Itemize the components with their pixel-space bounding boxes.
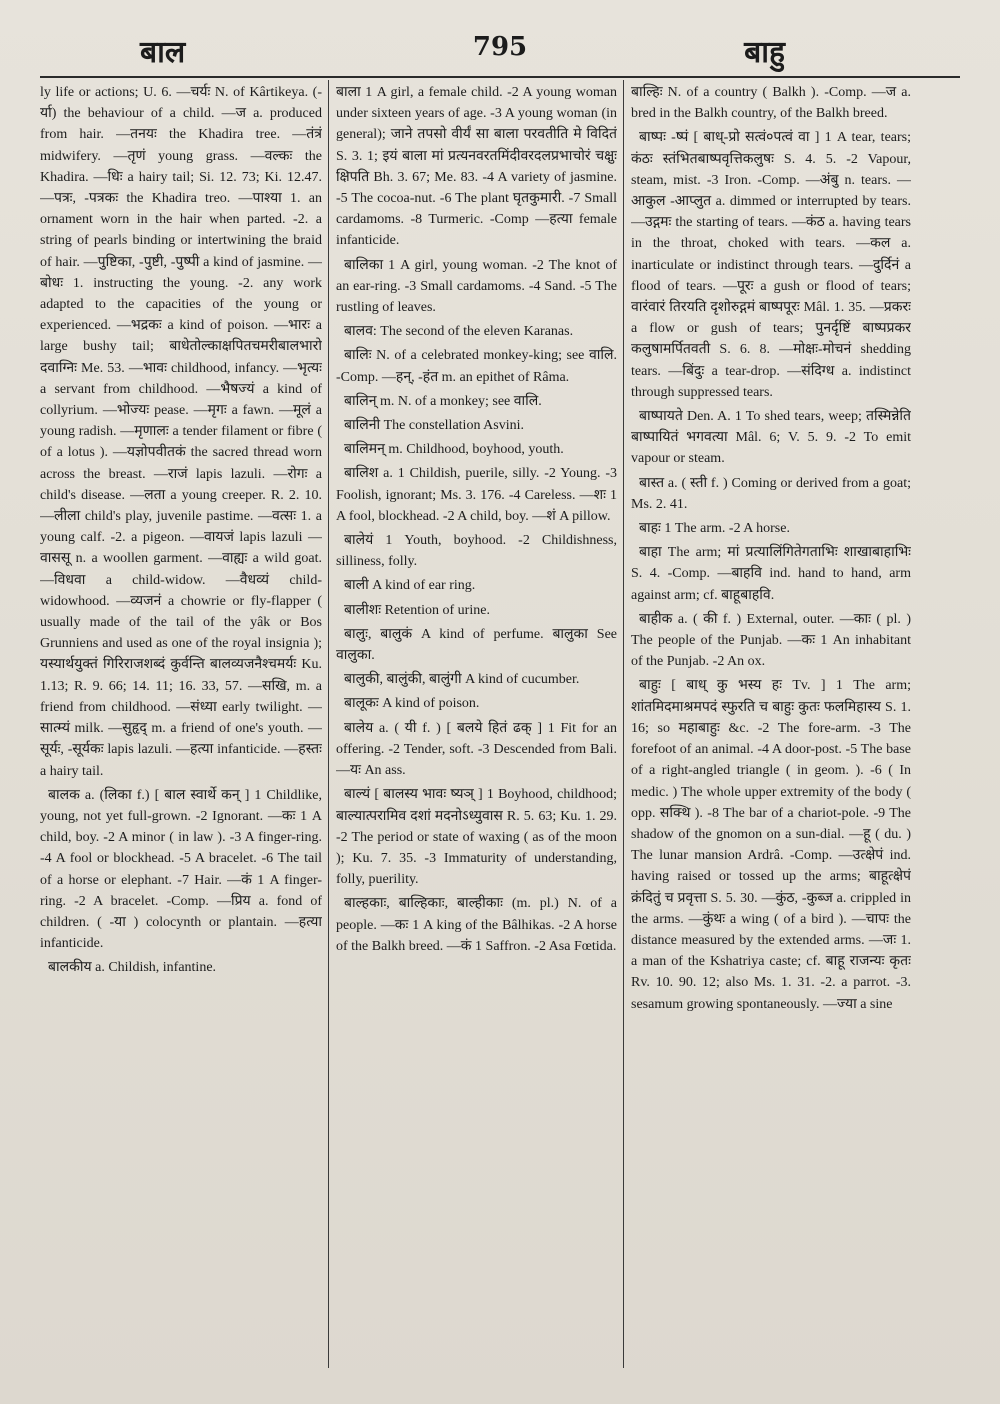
dictionary-entry: बालिन् m. N. of a monkey; see वालि. (344, 393, 542, 409)
dictionary-entry: बाला 1 A girl, a female child. -2 A young woman under sixteen years of age. -3 A young woman (in general); जाने तपसो वीर्यं सा बाला परवतीति मे विदितं S. 3. 1; इयं बाला मां प्रत्यनवरतमिंदीवरदलप्रभाचोरं चक्षुः क्षिपति Bh. 3. 67; Me. 83. -4 A variety of jasmine. -5 The cocoa-nut. -6 The plant घृतकुमारी. -7 Small cardamoms. -8 Turmeric. -Comp —हत्या female infanticide. (336, 85, 617, 249)
column-divider (328, 80, 329, 1368)
column-2 (336, 82, 617, 1368)
column-1 (40, 82, 322, 1368)
dictionary-entry: बाष्पः -ष्पं [ बाध्-प्रो सत्वं०पत्वं वा ] 1 A tear, tears; कंठः स्तंभितबाष्पवृत्तिकलुषः S. 4. 5. -2 Vapour, steam, mist. -3 Iron. -Comp. —अंबु n. tears. —आकुल -आप्लुत a. dimmed or interrupted by tears. —उद्गमः the starting of tears. —कंठ a. having tears in the throat, choked with tears. —कल a. inarticulate or indistinct through tears. —दुर्दिनं a flood of tears. —पूरः a gush or flood of tears; वारंवारं तिरयति दृशोरुद्गमं बाष्पपूरः Mâl. 1. 35. —प्रकरः a flow or gush of tears; पुनर्दृष्टिं बाष्पप्रकर कलुषामर्पितवती S. 6. 8. —मोक्षः-मोचनं shedding tears. —बिंदुः a tear-drop. —संदिग्ध a. indistinct through suppressed tears. (631, 130, 911, 400)
dictionary-entry: बालिका 1 A girl, young woman. -2 The knot of an ear-ring. -3 Small cardamoms. -4 Sand. -5 The rustling of leaves. (336, 257, 617, 316)
dictionary-entry: ly life or actions; U. 6. —चर्यः N. of Kârtikeya. (-र्या) the behaviour of a child. —ज a. produced from hair. —तनयः the Khadira tree. —तंत्रं midwifery. —तृणं young grass. —वल्कः the Khadira. —धिः a hairy tail; Si. 12. 73; Ki. 12.47. —पत्रः, -पत्रकः the Khadira treo. —पाश्या 1. an ornament worn in the hair when parted. -2. a string of pearls binding or intertwining the braid of hair. —पुष्टिका, -पुष्टी, -पुष्पी a kind of jasmine. —बोधः 1. instructing the young. -2. any work adapted to the capacities of the young or experienced. —भद्रकः a kind of poison. —भारः a large bushy tail; बाधेतोल्काक्षपितचमरीबालभारो दवाग्निः Me. 53. —भावः childhood, infancy. —भृत्यः a servant from childhood. —भैषज्यं a kind of collyrium. —भोज्यः pease. —मृगः a fawn. —मूलं a young radish. —मृणालः a tender filament or fibre ( of a lotus ). —यज्ञोपवीतकं the sacred thread worn across the breast. —राजं lapis lazuli. —रोगः a child's disease. —लता a young creeper. R. 2. 10. —लीला child's play, juvenile pastime. —वत्सः 1. a young calf. -2. a pigeon. —वायजं lapis lazuli —वाससू n. a woollen garment. —वाह्यः a wild goat. —विधवा a child-widow. —वैधव्यं child-widowhood. —व्यजनं a chowrie or fly-flapper ( usually made of the tail of the yâk or Bos Grunniens and used as one of the royal insignia ); यस्यार्थयुक्तं गिरिराजशब्दं कुर्वन्ति बालव्यजनैश्चमर्यः Ku. 1.13; R. 9. 66; 14. 11; 16. 33, 57. —सखि, m. a friend from childhood. —संध्या early twilight. —सात्म्यं milk. —सुहृद् m. a friend of one's youth. —सूर्यः, -सूर्यकः lapis lazuli. —हत्या infanticide. —हस्तः a hairy tail. (40, 85, 322, 779)
dictionary-entry: बालूकः A kind of poison. (344, 696, 480, 712)
dictionary-entry: बालिः N. of a celebrated monkey-king; see वालि. -Comp. —हन्, -हंत m. an epithet of Râma. (336, 348, 617, 385)
dictionary-entry: बालिनी The constellation Asvini. (344, 418, 525, 434)
header-right-guide-word: बाहु (744, 35, 785, 70)
dictionary-entry: बालुकी, बालुंकी, बालुंगी A kind of cucumber. (344, 672, 580, 688)
header-rule (40, 76, 960, 78)
dictionary-entry: बालक a. (लिका f.) [ बाल स्वार्थे कन् ] 1 Childlike, young, not yet full-grown. -2 Ignorant. —कः 1 A child, boy. -2 A minor ( in law ). -3 A finger-ring. -4 A fool or blockhead. -5 A bracelet. -6 The tail of a horse or elephant. -7 Hair. —कं 1 A finger-ring. -2 A bracelet. -Comp. —प्रिय a. fond of children. ( -या ) colocynth or plantain. —हत्या infanticide. (40, 787, 322, 952)
dictionary-entry: बालव: The second of the eleven Karanas. (344, 324, 574, 340)
dictionary-entry: बालुः, बालुकं A kind of perfume. बालुका See वालुका. (336, 626, 617, 664)
dictionary-entry: बालेयं 1 Youth, boyhood. -2 Childishness, silliness, folly. (336, 533, 617, 570)
dictionary-entry: बालिश a. 1 Childish, puerile, silly. -2 Young. -3 Foolish, ignorant; Ms. 3. 176. -4 Careless. —शः 1 A fool, blockhead. -2 A child, boy. —शं A pillow. (336, 466, 617, 524)
dictionary-entry: बाली A kind of ear ring. (344, 578, 476, 594)
dictionary-entry: बालेय a. ( यी f. ) [ बलये हितं ढक् ] 1 Fit for an offering. -2 Tender, soft. -3 Descended from Bali. —यः An ass. (336, 720, 617, 779)
dictionary-entry: बाल्हकाः, बाल्हिकाः, बाल्हीकाः (m. pl.) N. of a people. —कः 1 A king of the Bâlhikas. -2 A horse of the Balkh breed. —कं 1 Saffron. -2 Asa Fœtida. (336, 896, 617, 954)
dictionary-entry: बाहा The arm; मां प्रत्यालिंगितेगताभिः शाखाबाहाभिः S. 4. -Comp. —बाहवि ind. hand to hand, arm against arm; cf. बाहूबाहवि. (631, 545, 911, 603)
column-3 (631, 82, 911, 1368)
header-left-guide-word: बाल (140, 35, 186, 70)
dictionary-entry: बाष्पायते Den. A. 1 To shed tears, weep; तस्मिन्नेति बाष्पायितं भगवत्या Mâl. 6; V. 5. 9. -2 To emit vapour or steam. (631, 409, 911, 467)
dictionary-entry: बाहः 1 The arm. -2 A horse. (639, 521, 790, 537)
dictionary-entry: बाहीक a. ( की f. ) External, outer. —काः ( pl. ) The people of the Punjab. —कः 1 An inhabitant of the Punjab. -2 An ox. (631, 611, 911, 670)
column-divider (623, 80, 624, 1368)
dictionary-entry: बालीशः Retention of urine. (344, 602, 490, 618)
page-header (40, 30, 960, 76)
dictionary-entry: बालिमन् m. Childhood, boyhood, youth. (344, 442, 564, 458)
page-number: 795 (472, 32, 528, 62)
dictionary-entry: बाल्यं [ बालस्य भावः ष्यञ् ] 1 Boyhood, childhood; बाल्यात्परामिव दशां मदनोऽध्युवास R. 5. 63; Ku. 1. 29. -2 The period or state of waxing ( as of the moon ); Ku. 7. 35. -3 Immaturity of understanding, folly, puerility. (336, 787, 617, 888)
dictionary-entry: बास्त a. ( स्ती f. ) Coming or derived from a goat; Ms. 2. 41. (631, 475, 911, 512)
dictionary-entry: बाल्हिः N. of a country ( Balkh ). -Comp. —ज a. bred in the Balkh country, of the Balkh breed. (631, 85, 911, 122)
dictionary-entry: बालकीय a. Childish, infantine. (48, 960, 217, 976)
dictionary-entry: बाहुः [ बाध् कु भस्य हः Tv. ] 1 The arm; शांतमिदमाश्रमपदं स्फुरति च बाहुः कुतः फलमिहास्य S. 1. 16; so महाबाहुः &c. -2 The fore-arm. -3 The forefoot of an animal. -4 A door-post. -5 The base of a right-angled triangle ( in geom. ). -6 ( In medic. ) The whole upper extremity of the body ( opp. सक्थि ). -8 The bar of a chariot-pole. -9 The shadow of the gnomon on a sun-dial. —हू ( du. ) The lunar mansion Ardrâ. -Comp. —उत्क्षेपं ind. having raised or tossed up the arms; बाहूत्क्षेपं क्रंदितुं च प्रवृत्ता S. 5. 30. —कुंठ, -कुब्ज a. crippled in the arms. —कुंथः a wing ( of a bird ). —चापः the distance measured by the extended arms. —जः 1. a man of the Kshatriya caste; cf. बाहू राजन्यः कृतः Rv. 10. 90. 12; also Ms. 1. 31. -2. a parrot. -3. sesamum growing spontaneously. —ज्या a sine (631, 678, 911, 1012)
